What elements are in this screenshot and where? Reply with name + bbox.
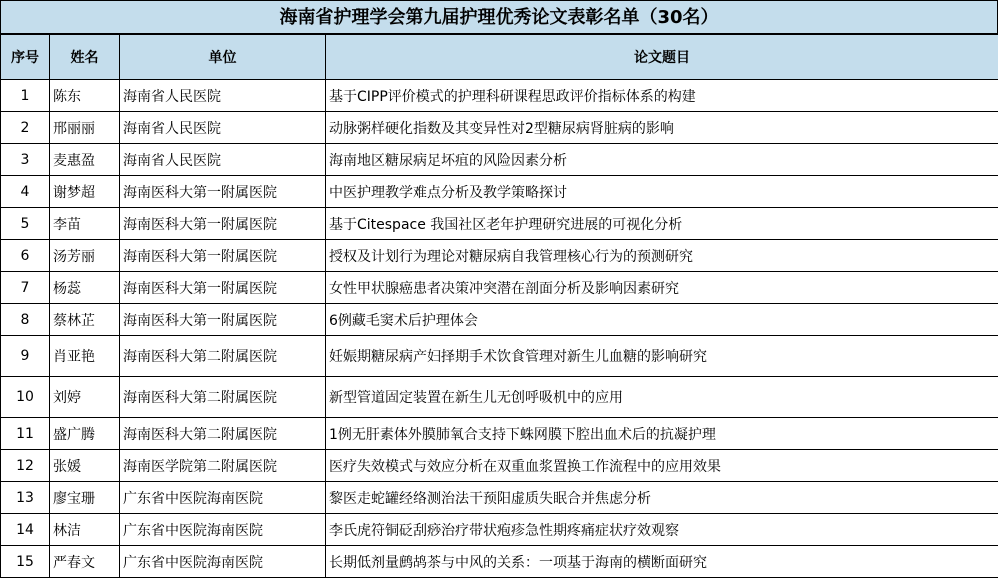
cell-name: 严春文 [50,546,120,578]
cell-unit: 海南医科大第二附属医院 [120,336,326,377]
cell-unit: 海南医科大第一附属医院 [120,208,326,240]
cell-name: 邢丽丽 [50,112,120,144]
cell-no: 5 [1,208,50,240]
cell-name: 杨蕊 [50,272,120,304]
cell-unit: 广东省中医院海南医院 [120,546,326,578]
table-row [1,336,998,377]
table-row [1,240,998,272]
cell-no: 1 [1,80,50,112]
cell-topic: 医疗失效模式与效应分析在双重血浆置换工作流程中的应用效果 [326,450,998,482]
header-no: 序号 [1,35,50,80]
table-row [1,482,998,514]
cell-name: 廖宝珊 [50,482,120,514]
cell-name: 陈东 [50,80,120,112]
cell-name: 刘婷 [50,377,120,418]
table-row [1,418,998,450]
cell-no: 15 [1,546,50,578]
cell-unit: 海南医学院第二附属医院 [120,450,326,482]
header-row [1,35,998,80]
cell-no: 4 [1,176,50,208]
cell-name: 张媛 [50,450,120,482]
header-name: 姓名 [50,35,120,80]
cell-topic: 黎医走蛇罐经络测治法干预阳虚质失眠合并焦虑分析 [326,482,998,514]
cell-name: 汤芳丽 [50,240,120,272]
table-row [1,208,998,240]
cell-topic: 6例藏毛窦术后护理体会 [326,304,998,336]
cell-name: 蔡林芷 [50,304,120,336]
cell-name: 林洁 [50,514,120,546]
sheet-title: 海南省护理学会第九届护理优秀论文表彰名单（30名） [0,0,998,34]
cell-no: 8 [1,304,50,336]
cell-name: 麦惠盈 [50,144,120,176]
cell-topic: 李氏虎符铜砭刮痧治疗带状疱疹急性期疼痛症状疗效观察 [326,514,998,546]
cell-no: 3 [1,144,50,176]
cell-unit: 海南医科大第二附属医院 [120,377,326,418]
cell-unit: 海南省人民医院 [120,112,326,144]
cell-topic: 动脉粥样硬化指数及其变异性对2型糖尿病肾脏病的影响 [326,112,998,144]
table-row [1,450,998,482]
cell-no: 12 [1,450,50,482]
cell-name: 盛广腾 [50,418,120,450]
cell-topic: 中医护理教学难点分析及教学策略探讨 [326,176,998,208]
cell-no: 14 [1,514,50,546]
cell-unit: 海南医科大第二附属医院 [120,418,326,450]
cell-topic: 长期低剂量鹧鸪茶与中风的关系：一项基于海南的横断面研究 [326,546,998,578]
table-row [1,304,998,336]
cell-unit: 海南省人民医院 [120,144,326,176]
cell-name: 李苗 [50,208,120,240]
cell-unit: 海南省人民医院 [120,80,326,112]
cell-unit: 广东省中医院海南医院 [120,514,326,546]
cell-no: 13 [1,482,50,514]
cell-topic: 新型管道固定装置在新生儿无创呼吸机中的应用 [326,377,998,418]
cell-topic: 授权及计划行为理论对糖尿病自我管理核心行为的预测研究 [326,240,998,272]
table-row [1,272,998,304]
table-row [1,546,998,578]
cell-unit: 海南医科大第一附属医院 [120,272,326,304]
cell-no: 9 [1,336,50,377]
cell-no: 11 [1,418,50,450]
cell-no: 7 [1,272,50,304]
cell-unit: 海南医科大第一附属医院 [120,176,326,208]
cell-no: 2 [1,112,50,144]
table-row [1,176,998,208]
header-unit: 单位 [120,35,326,80]
cell-no: 6 [1,240,50,272]
table-row [1,377,998,418]
cell-topic: 海南地区糖尿病足坏疽的风险因素分析 [326,144,998,176]
cell-unit: 广东省中医院海南医院 [120,482,326,514]
table-row [1,514,998,546]
table-row [1,112,998,144]
cell-unit: 海南医科大第一附属医院 [120,304,326,336]
cell-name: 肖亚艳 [50,336,120,377]
table-row [1,144,998,176]
cell-topic: 1例无肝素体外膜肺氧合支持下蛛网膜下腔出血术后的抗凝护理 [326,418,998,450]
table-row [1,80,998,112]
cell-topic: 基于CIPP评价模式的护理科研课程思政评价指标体系的构建 [326,80,998,112]
award-table [0,34,998,578]
cell-no: 10 [1,377,50,418]
cell-topic: 妊娠期糖尿病产妇择期手术饮食管理对新生儿血糖的影响研究 [326,336,998,377]
cell-topic: 基于Citespace 我国社区老年护理研究进展的可视化分析 [326,208,998,240]
header-topic: 论文题目 [326,35,998,80]
cell-topic: 女性甲状腺癌患者决策冲突潜在剖面分析及影响因素研究 [326,272,998,304]
cell-unit: 海南医科大第一附属医院 [120,240,326,272]
cell-name: 谢梦超 [50,176,120,208]
